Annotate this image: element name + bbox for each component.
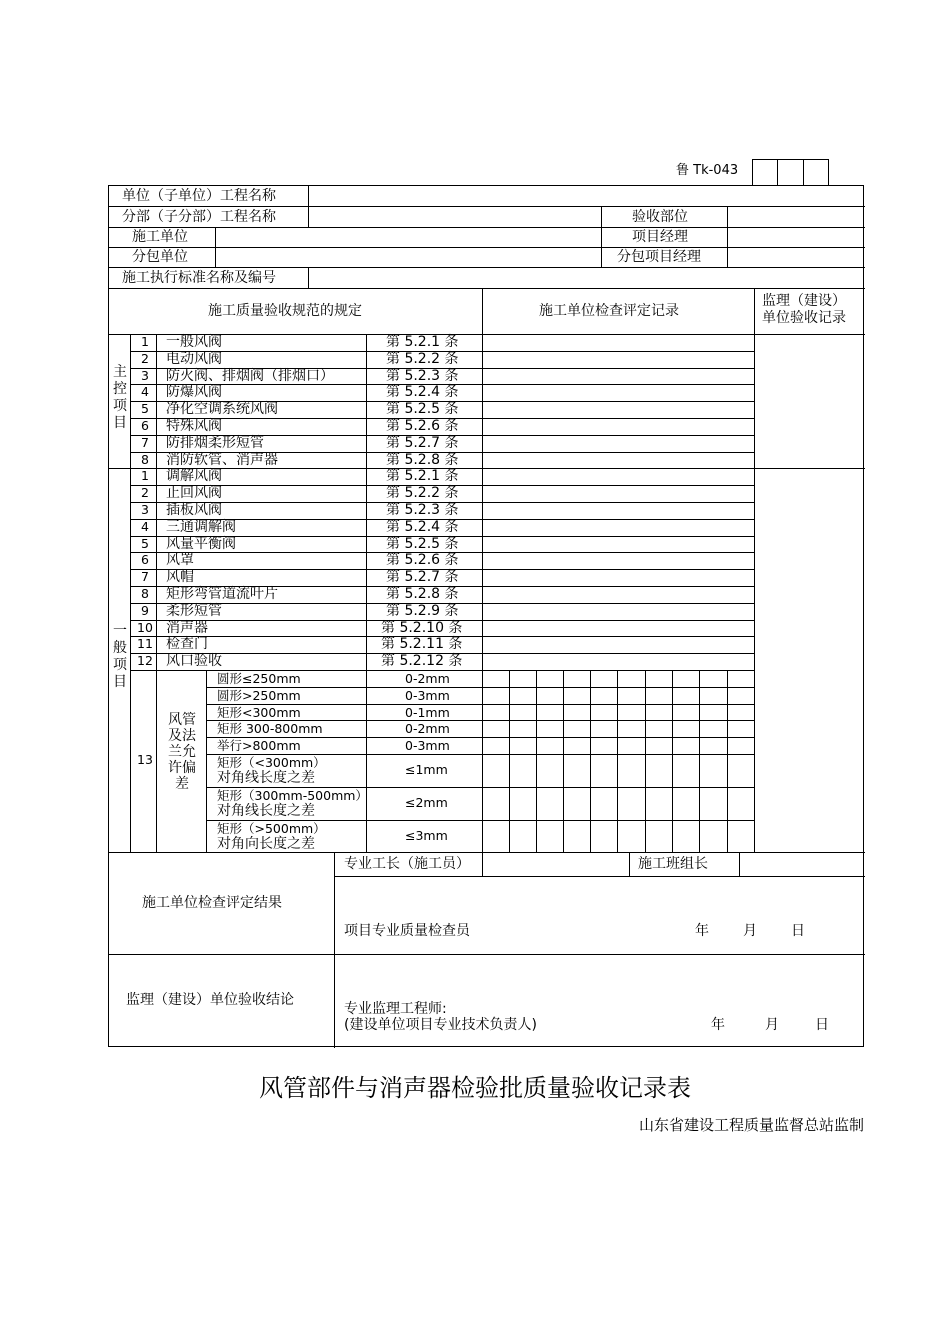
deviation-value: 0-2mm <box>405 671 450 686</box>
sub-project-label: 分部（子分部）工程名称 <box>122 209 276 225</box>
main-item-clause: 第 5.2.4 条 <box>386 384 459 401</box>
main-item-clause: 第 5.2.8 条 <box>386 451 459 468</box>
main-item-no: 5 <box>141 401 149 417</box>
general-item-no: 4 <box>141 518 149 534</box>
deviation-name: 矩形（<300mm） <box>217 755 326 770</box>
general-item-clause: 第 5.2.6 条 <box>386 552 459 569</box>
main-item-no: 2 <box>141 350 149 366</box>
item13-no: 13 <box>137 752 153 767</box>
project-name-label: 单位（子单位）工程名称 <box>122 188 276 204</box>
owner-rep-label: (建设单位项目专业技术负责人) <box>344 1017 537 1033</box>
general-item-name: 检查门 <box>166 636 208 653</box>
month-label: 月 <box>743 923 757 939</box>
general-item-name: 插板风阀 <box>166 502 222 518</box>
month-label-2: 月 <box>765 1017 779 1033</box>
general-item-clause: 第 5.2.5 条 <box>386 535 459 552</box>
deviation-value: ≤1mm <box>405 762 448 777</box>
form-table <box>108 185 864 1047</box>
general-item-clause: 第 5.2.7 条 <box>386 569 459 586</box>
day-label-2: 日 <box>815 1017 829 1033</box>
subcontractor-label: 分包单位 <box>132 249 188 265</box>
main-item-name: 防爆风阀 <box>166 384 222 401</box>
general-item-name: 柔形短管 <box>166 602 222 619</box>
deviation-value: 0-2mm <box>405 721 450 737</box>
deviation-value: 0-3mm <box>405 738 450 754</box>
inspector-label: 项目专业质量检查员 <box>344 923 470 939</box>
team-leader-label: 施工班组长 <box>638 856 708 872</box>
main-item-name: 净化空调系统风阀 <box>166 401 278 418</box>
engineer-label: 专业监理工程师: <box>344 1001 447 1017</box>
result-label: 施工单位检查评定结果 <box>142 895 282 911</box>
day-label: 日 <box>791 923 805 939</box>
supervisor-record-header-2: 单位验收记录 <box>762 310 846 326</box>
general-item-no: 8 <box>141 586 149 601</box>
main-item-name: 消防软管、消声器 <box>166 451 278 468</box>
general-item-no: 5 <box>141 535 149 551</box>
general-item-clause: 第 5.2.4 条 <box>386 518 459 535</box>
general-item-name: 风帽 <box>166 569 194 586</box>
deviation-name-2: 对角线长度之差 <box>217 770 315 786</box>
general-item-no: 10 <box>137 619 153 635</box>
main-item-name: 防火阀、排烟阀（排烟口） <box>166 367 334 384</box>
general-item-no: 11 <box>137 636 153 652</box>
general-item-clause: 第 5.2.11 条 <box>381 636 463 653</box>
sub-project-manager-label: 分包项目经理 <box>617 249 701 265</box>
general-item-no: 9 <box>141 602 149 618</box>
deviation-name: 举行>800mm <box>217 738 301 754</box>
main-item-no: 3 <box>141 367 149 383</box>
general-item-name: 风口验收 <box>166 653 222 670</box>
main-item-clause: 第 5.2.6 条 <box>386 418 459 434</box>
project-manager-label: 项目经理 <box>632 229 688 245</box>
main-item-name: 一般风阀 <box>166 334 222 350</box>
main-item-clause: 第 5.2.7 条 <box>386 434 459 451</box>
deviation-name: 矩形<300mm <box>217 704 301 720</box>
main-item-clause: 第 5.2.1 条 <box>386 334 459 350</box>
acceptance-part-label: 验收部位 <box>632 209 688 225</box>
issuing-organization: 山东省建设工程质量监督总站监制 <box>638 1116 864 1134</box>
document-code: 鲁 Tk-043 <box>676 163 739 178</box>
foreman-label: 专业工长（施工员） <box>344 856 470 872</box>
deviation-name: 矩形（>500mm） <box>217 821 326 836</box>
year-label: 年 <box>695 923 709 939</box>
main-item-clause: 第 5.2.5 条 <box>386 401 459 418</box>
page-title: 风管部件与消声器检验批质量验收记录表 <box>259 1074 691 1102</box>
main-item-no: 4 <box>141 384 149 400</box>
general-item-no: 3 <box>141 502 149 517</box>
general-item-clause: 第 5.2.1 条 <box>386 468 459 485</box>
general-item-no: 7 <box>141 569 149 585</box>
general-item-clause: 第 5.2.9 条 <box>386 602 459 619</box>
supervisor-record-header-1: 监理（建设） <box>762 293 846 309</box>
contractor-label: 施工单位 <box>132 229 188 245</box>
year-label-2: 年 <box>711 1017 725 1033</box>
item13-label: 风管及法兰允许偏差 <box>168 712 196 792</box>
general-item-no: 12 <box>137 653 153 669</box>
deviation-value: 0-3mm <box>405 687 450 703</box>
main-item-clause: 第 5.2.2 条 <box>386 350 459 367</box>
main-item-no: 6 <box>141 418 149 433</box>
main-item-name: 防排烟柔形短管 <box>166 434 264 451</box>
general-item-name: 风量平衡阀 <box>166 535 236 552</box>
deviation-name: 矩形（300mm-500mm） <box>217 788 368 803</box>
main-item-no: 8 <box>141 451 149 467</box>
general-label: 一般项目 <box>113 622 127 690</box>
general-item-clause: 第 5.2.12 条 <box>381 653 463 670</box>
deviation-name-2: 对角向长度之差 <box>217 836 315 852</box>
general-item-name: 调解风阀 <box>166 468 222 485</box>
general-item-no: 1 <box>141 468 149 484</box>
deviation-name: 矩形 300-800mm <box>217 721 323 737</box>
general-item-no: 6 <box>141 552 149 568</box>
deviation-name-2: 对角线长度之差 <box>217 803 315 819</box>
main-item-name: 电动风阀 <box>166 350 222 367</box>
general-item-clause: 第 5.2.10 条 <box>381 619 463 636</box>
main-item-no: 1 <box>141 334 149 349</box>
main-item-name: 特殊风阀 <box>166 418 222 434</box>
general-item-clause: 第 5.2.2 条 <box>386 485 459 502</box>
general-item-name: 止回风阀 <box>166 485 222 502</box>
general-item-no: 2 <box>141 485 149 501</box>
general-item-clause: 第 5.2.3 条 <box>386 502 459 518</box>
general-item-clause: 第 5.2.8 条 <box>386 586 459 602</box>
code-boxes <box>752 159 829 186</box>
main-item-clause: 第 5.2.3 条 <box>386 367 459 384</box>
standard-label: 施工执行标准名称及编号 <box>122 270 276 286</box>
conclusion-label: 监理（建设）单位验收结论 <box>126 992 294 1008</box>
deviation-value: 0-1mm <box>405 704 450 720</box>
general-item-name: 三通调解阀 <box>166 518 236 535</box>
spec-header: 施工质量验收规范的规定 <box>208 303 362 319</box>
contractor-record-header: 施工单位检查评定记录 <box>539 303 679 319</box>
deviation-name: 圆形>250mm <box>217 687 301 703</box>
deviation-value: ≤3mm <box>405 828 448 843</box>
main-control-label: 主控项目 <box>113 364 127 431</box>
deviation-name: 圆形≤250mm <box>217 671 301 686</box>
general-item-name: 风罩 <box>166 552 194 569</box>
main-item-no: 7 <box>141 434 149 450</box>
general-item-name: 矩形弯管道流叶片 <box>166 586 278 602</box>
general-item-name: 消声器 <box>166 619 208 636</box>
deviation-value: ≤2mm <box>405 795 448 810</box>
